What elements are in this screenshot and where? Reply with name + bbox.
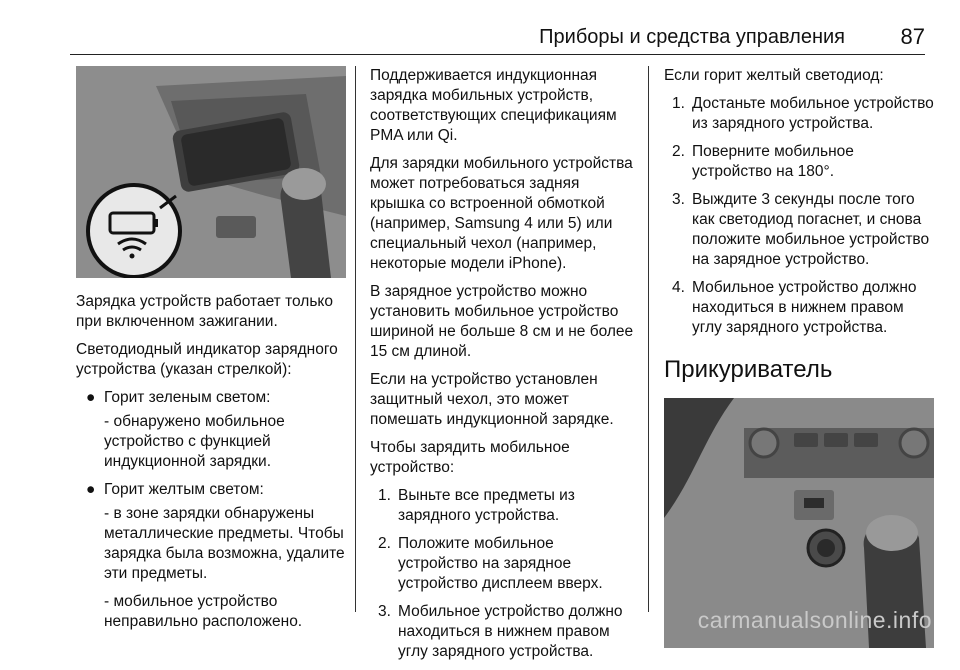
- bullet-icon: ●: [86, 481, 96, 498]
- step-item: [370, 486, 635, 526]
- sub-item: - обнаружено мобильное устройство с функцией индукционной зарядки.: [104, 413, 285, 470]
- column-divider: [648, 66, 649, 612]
- column-1: [76, 66, 346, 640]
- step-number: 2.: [378, 535, 391, 552]
- step-item: [664, 142, 934, 182]
- step-item: [664, 94, 934, 134]
- step-number: 4.: [672, 279, 685, 296]
- step-item: [664, 278, 934, 338]
- step-text: Мобильное устройство должно находиться в нижнем правом углу зарядного устройства.: [398, 603, 623, 660]
- header-title: Приборы и средства управления: [539, 26, 845, 48]
- step-item: [664, 190, 934, 270]
- sub-item: - в зоне зарядки обнаружены металлические предметы. Чтобы зарядка была возможна, удалите эти предметы.: [104, 505, 345, 582]
- page-header: [70, 18, 925, 55]
- bullet-item: [76, 480, 346, 500]
- watermark: carmanualsonline.info: [697, 607, 932, 633]
- step-text: Выньте все предметы из зарядного устройства.: [398, 487, 575, 524]
- step-text: Мобильное устройство должно находиться в нижнем правом углу зарядного устройства.: [692, 279, 917, 336]
- charger-illustration: [76, 66, 346, 278]
- paragraph: Поддерживается индукционная зарядка мобильных устройств, соответствующих спецификациям PMA или Qi.: [370, 67, 617, 144]
- section-heading: Прикуриватель: [664, 356, 833, 383]
- step-text: Поверните мобильное устройство на 180°.: [692, 143, 854, 180]
- paragraph: В зарядное устройство можно установить мобильное устройство шириной не больше 8 см и не более 15 см длиной.: [370, 283, 634, 360]
- step-number: 3.: [672, 191, 685, 208]
- step-text: Положите мобильное устройство на зарядное устройство дисплеем вверх.: [398, 535, 603, 592]
- paragraph: Если горит желтый светодиод:: [664, 67, 884, 84]
- step-item: [370, 602, 635, 662]
- step-number: 1.: [378, 487, 391, 504]
- column-3: [664, 66, 934, 648]
- paragraph: Для зарядки мобильного устройства может потребоваться задняя крышка со встроенной обмоткой (например, Samsung 4 или 5) или специальный чехол (например, некоторые модели iPhone).: [370, 155, 633, 272]
- bullet-text: Горит желтым светом:: [104, 481, 264, 498]
- paragraph: Если на устройство установлен защитный чехол, это может помешать индукционной зарядке.: [370, 371, 614, 428]
- step-text: Достаньте мобильное устройство из зарядного устройства.: [692, 95, 934, 132]
- paragraph: Чтобы зарядить мобильное устройство:: [370, 439, 570, 476]
- step-number: 3.: [378, 603, 391, 620]
- bullet-item: [76, 388, 346, 408]
- sub-item: - мобильное устройство неправильно расположено.: [104, 593, 303, 630]
- column-divider: [355, 66, 356, 612]
- paragraph: Зарядка устройств работает только при включенном зажигании.: [76, 293, 333, 330]
- bullet-icon: ●: [86, 389, 96, 406]
- step-number: 2.: [672, 143, 685, 160]
- wireless-charger-photo: [76, 66, 346, 278]
- step-number: 1.: [672, 95, 685, 112]
- step-item: [370, 534, 635, 594]
- page-number: 87: [900, 24, 925, 49]
- bullet-text: Горит зеленым светом:: [104, 389, 271, 406]
- step-text: Выждите 3 секунды после того как светодиод погаснет, и снова положите мобильное устройство на зарядное устройство.: [692, 191, 930, 268]
- paragraph: Светодиодный индикатор зарядного устройства (указан стрелкой):: [76, 341, 338, 378]
- column-2: [370, 66, 635, 670]
